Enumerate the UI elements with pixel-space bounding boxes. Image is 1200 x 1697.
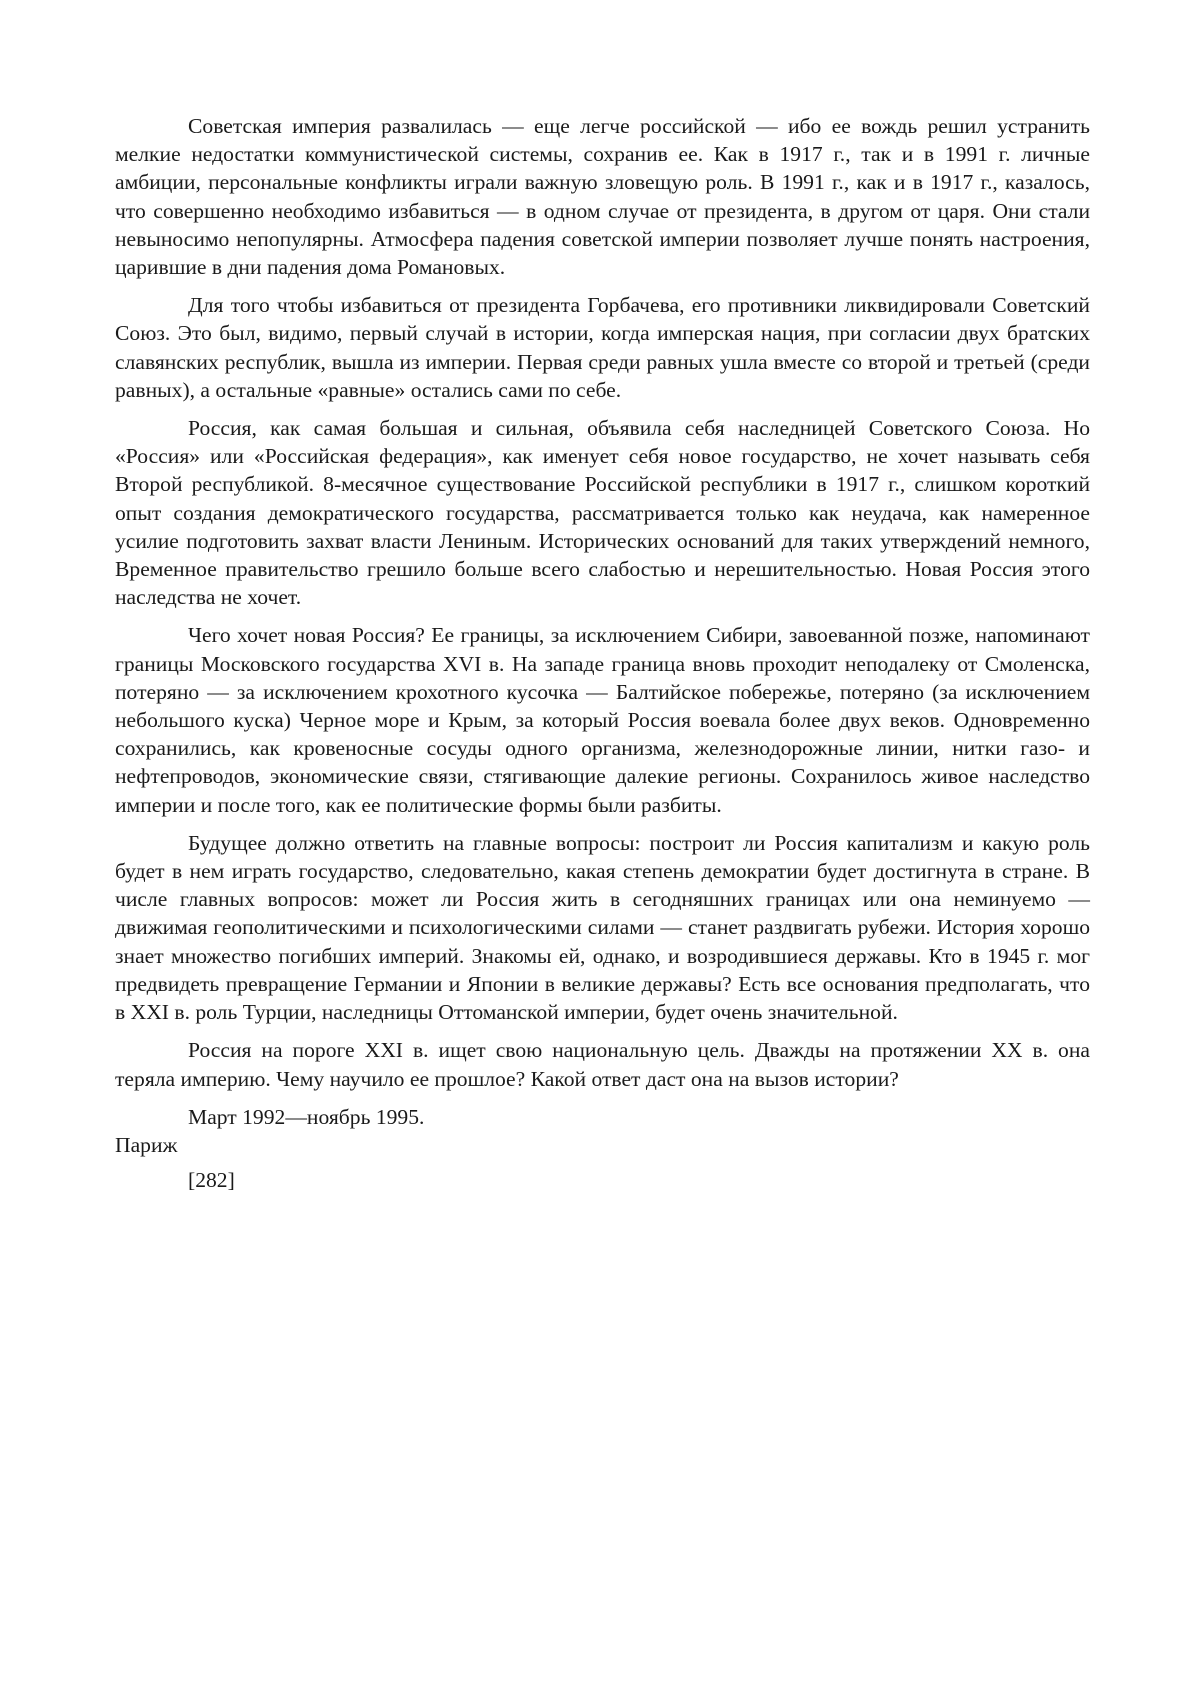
paragraph-6: Россия на пороге XXI в. ищет свою национальную цель. Дважды на протяжении XX в. она теряла империю. Чему научило ее прошлое? Какой ответ даст она на вызов истории?: [115, 1038, 1090, 1091]
date-line: Март 1992—ноябрь 1995.: [188, 1104, 425, 1129]
place-line: Париж: [115, 1132, 178, 1157]
paragraph-2: Для того чтобы избавиться от президента Горбачева, его противники ликвидировали Советский Союз. Это был, видимо, первый случай в истории, когда имперская нация, при согласии двух братских славянских республик, вышла из империи. Первая среди равных ушла вместе со второй и третьей (среди равных), а остальные «равные» остались сами по себе.: [115, 293, 1090, 402]
paragraph-1: Советская империя развалилась — еще легче российской — ибо ее вождь решил устранить мелкие недостатки коммунистической системы, сохранив ее. Как в 1917 г., так и в 1991 г. личные амбиции, персональные конфликты играли важную зловещую роль. В 1991 г., как и в 1917 г., казалось, что совершенно необходимо избавиться — в одном случае от президента, в другом от царя. Они стали невыносимо непопулярны. Атмосфера падения советской империи позволяет лучше понять настроения, царившие в дни падения дома Романовых.: [115, 114, 1090, 280]
paragraph-3: Россия, как самая большая и сильная, объявила себя наследницей Советского Союза. Но «Россия» или «Российская федерация», как именует себя новое государство, не хочет называть себя Второй республикой. 8-месячное существование Российской республики в 1917 г., слишком короткий опыт создания демократического государства, рассматривается только как неудача, как намеренное усилие подготовить захват власти Лениным. Исторических оснований для таких утверждений немного, Временное правительство грешило больше всего слабостью и нерешительностью. Новая Россия этого наследства не хочет.: [115, 416, 1090, 610]
document-page: [115, 112, 1090, 1194]
paragraph-4: Чего хочет новая Россия? Ее границы, за исключением Сибири, завоеванной позже, напоминают границы Московского государства XVI в. На западе граница вновь проходит неподалеку от Смоленска, потеряно — за исключением крохотного кусочка — Балтийское побережье, потеряно (за исключением небольшого куска) Черное море и Крым, за который Россия воевала более двух веков. Одновременно сохранились, как кровеносные сосуды одного организма, железнодорожные линии, нитки газо- и нефтепроводов, экономические связи, стягивающие далекие регионы. Сохранилось живое наследство империи и после того, как ее политические формы были разбиты.: [115, 623, 1090, 817]
paragraph-5: Будущее должно ответить на главные вопросы: построит ли Россия капитализм и какую роль будет в нем играть государство, следовательно, какая степень демократии будет достигнута в стране. В числе главных вопросов: может ли Россия жить в сегодняшних границах или она неминуемо — движимая геополитическими и психологическими силами — станет раздвигать рубежи. История хорошо знает множество погибших империй. Знакомы ей, однако, и возродившиеся державы. Кто в 1945 г. мог предвидеть превращение Германии и Японии в великие державы? Есть все основания предполагать, что в XXI в. роль Турции, наследницы Оттоманской империи, будет очень значительной.: [115, 830, 1090, 1025]
page-reference: [282]: [188, 1168, 235, 1193]
